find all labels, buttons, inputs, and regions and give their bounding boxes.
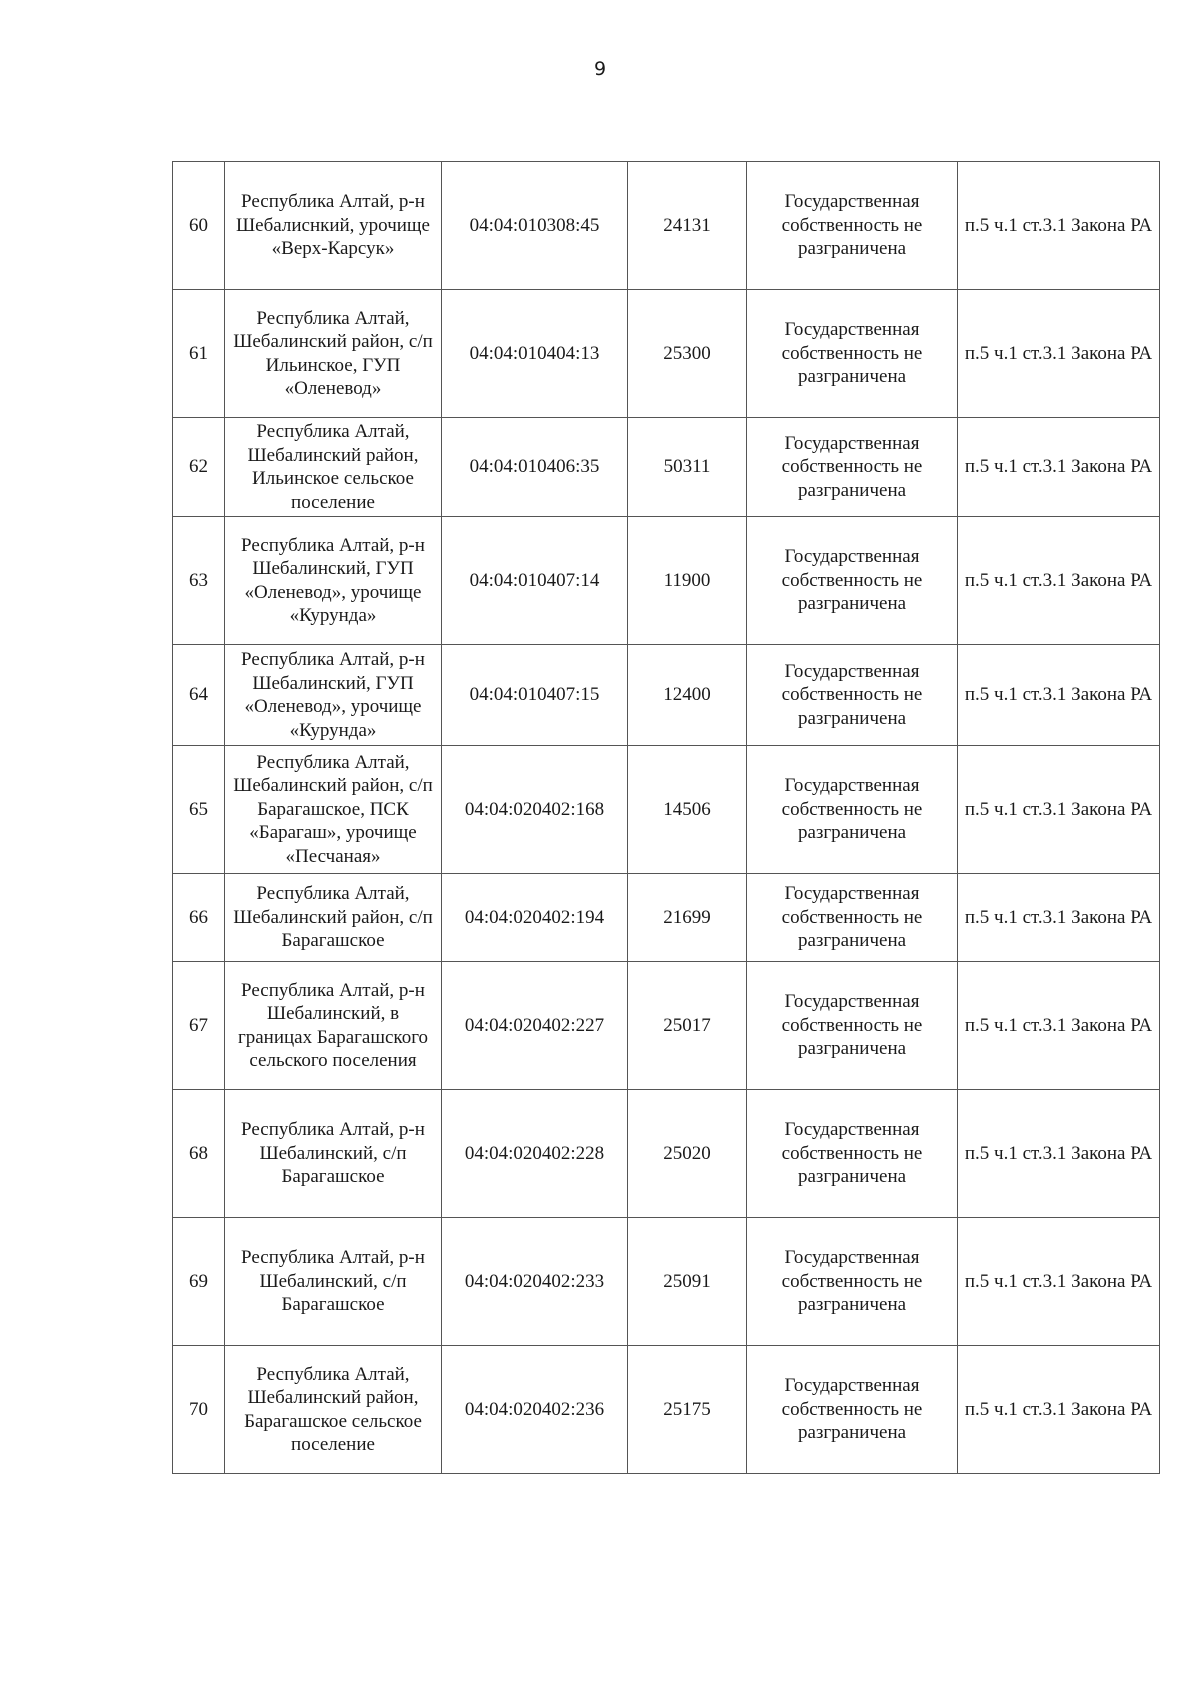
- ownership-cell: Государственная собственность не разграничена: [747, 645, 958, 746]
- table-row: [173, 517, 1160, 645]
- address-cell: Республика Алтай, Шебалинский район, с/п Барагашское, ПСК «Барагаш», урочище «Песчаная»: [225, 746, 442, 874]
- table-row: [173, 1218, 1160, 1346]
- cadastral-number-cell: 04:04:020402:227: [442, 962, 628, 1090]
- cadastral-number-cell: 04:04:010406:35: [442, 418, 628, 517]
- row-number-cell: 66: [173, 874, 225, 962]
- address-cell: Республика Алтай, р-н Шебалинский, с/п Барагашское: [225, 1218, 442, 1346]
- area-cell: 21699: [628, 874, 747, 962]
- area-cell: 25020: [628, 1090, 747, 1218]
- legal-basis-cell: п.5 ч.1 ст.3.1 Закона РА: [958, 418, 1160, 517]
- legal-basis-cell: п.5 ч.1 ст.3.1 Закона РА: [958, 962, 1160, 1090]
- row-number-cell: 63: [173, 517, 225, 645]
- cadastral-number-cell: 04:04:020402:228: [442, 1090, 628, 1218]
- table-row: [173, 162, 1160, 290]
- row-number-cell: 60: [173, 162, 225, 290]
- ownership-cell: Государственная собственность не разграничена: [747, 1090, 958, 1218]
- area-cell: 25091: [628, 1218, 747, 1346]
- address-cell: Республика Алтай, Шебалинский район, с/п Барагашское: [225, 874, 442, 962]
- ownership-cell: Государственная собственность не разграничена: [747, 1218, 958, 1346]
- area-cell: 25175: [628, 1346, 747, 1474]
- cadastral-number-cell: 04:04:020402:194: [442, 874, 628, 962]
- row-number-cell: 64: [173, 645, 225, 746]
- cadastral-number-cell: 04:04:010407:14: [442, 517, 628, 645]
- row-number-cell: 69: [173, 1218, 225, 1346]
- legal-basis-cell: п.5 ч.1 ст.3.1 Закона РА: [958, 746, 1160, 874]
- address-cell: Республика Алтай, р-н Шебалиснкий, урочище «Верх-Карсук»: [225, 162, 442, 290]
- cadastral-number-cell: 04:04:010407:15: [442, 645, 628, 746]
- table-row: [173, 1090, 1160, 1218]
- table-row: [173, 962, 1160, 1090]
- legal-basis-cell: п.5 ч.1 ст.3.1 Закона РА: [958, 517, 1160, 645]
- table-row: [173, 645, 1160, 746]
- address-cell: Республика Алтай, р-н Шебалинский, с/п Барагашское: [225, 1090, 442, 1218]
- address-cell: Республика Алтай, р-н Шебалинский, ГУП «Оленевод», урочище «Курунда»: [225, 517, 442, 645]
- legal-basis-cell: п.5 ч.1 ст.3.1 Закона РА: [958, 874, 1160, 962]
- area-cell: 25017: [628, 962, 747, 1090]
- ownership-cell: Государственная собственность не разграничена: [747, 162, 958, 290]
- area-cell: 24131: [628, 162, 747, 290]
- legal-basis-cell: п.5 ч.1 ст.3.1 Закона РА: [958, 1346, 1160, 1474]
- area-cell: 14506: [628, 746, 747, 874]
- address-cell: Республика Алтай, Шебалинский район, Барагашское сельское поселение: [225, 1346, 442, 1474]
- table-row: [173, 290, 1160, 418]
- area-cell: 50311: [628, 418, 747, 517]
- table-row: [173, 1346, 1160, 1474]
- area-cell: 12400: [628, 645, 747, 746]
- cadastral-number-cell: 04:04:020402:236: [442, 1346, 628, 1474]
- area-cell: 11900: [628, 517, 747, 645]
- table-row: [173, 746, 1160, 874]
- row-number-cell: 67: [173, 962, 225, 1090]
- row-number-cell: 61: [173, 290, 225, 418]
- table-row: [173, 418, 1160, 517]
- page-number: 9: [593, 58, 607, 80]
- row-number-cell: 70: [173, 1346, 225, 1474]
- row-number-cell: 65: [173, 746, 225, 874]
- ownership-cell: Государственная собственность не разграничена: [747, 746, 958, 874]
- ownership-cell: Государственная собственность не разграничена: [747, 874, 958, 962]
- address-cell: Республика Алтай, Шебалинский район, Ильинское сельское поселение: [225, 418, 442, 517]
- table-row: [173, 874, 1160, 962]
- row-number-cell: 62: [173, 418, 225, 517]
- ownership-cell: Государственная собственность не разграничена: [747, 290, 958, 418]
- ownership-cell: Государственная собственность не разграничена: [747, 962, 958, 1090]
- row-number-cell: 68: [173, 1090, 225, 1218]
- ownership-cell: Государственная собственность не разграничена: [747, 1346, 958, 1474]
- cadastral-number-cell: 04:04:010404:13: [442, 290, 628, 418]
- area-cell: 25300: [628, 290, 747, 418]
- cadastral-number-cell: 04:04:010308:45: [442, 162, 628, 290]
- ownership-cell: Государственная собственность не разграничена: [747, 418, 958, 517]
- legal-basis-cell: п.5 ч.1 ст.3.1 Закона РА: [958, 162, 1160, 290]
- address-cell: Республика Алтай, р-н Шебалинский, в границах Барагашского сельского поселения: [225, 962, 442, 1090]
- address-cell: Республика Алтай, р-н Шебалинский, ГУП «Оленевод», урочище «Курунда»: [225, 645, 442, 746]
- address-cell: Республика Алтай, Шебалинский район, с/п Ильинское, ГУП «Оленевод»: [225, 290, 442, 418]
- legal-basis-cell: п.5 ч.1 ст.3.1 Закона РА: [958, 290, 1160, 418]
- land-plots-table: [172, 161, 1160, 1474]
- legal-basis-cell: п.5 ч.1 ст.3.1 Закона РА: [958, 1218, 1160, 1346]
- legal-basis-cell: п.5 ч.1 ст.3.1 Закона РА: [958, 645, 1160, 746]
- ownership-cell: Государственная собственность не разграничена: [747, 517, 958, 645]
- legal-basis-cell: п.5 ч.1 ст.3.1 Закона РА: [958, 1090, 1160, 1218]
- cadastral-number-cell: 04:04:020402:168: [442, 746, 628, 874]
- cadastral-number-cell: 04:04:020402:233: [442, 1218, 628, 1346]
